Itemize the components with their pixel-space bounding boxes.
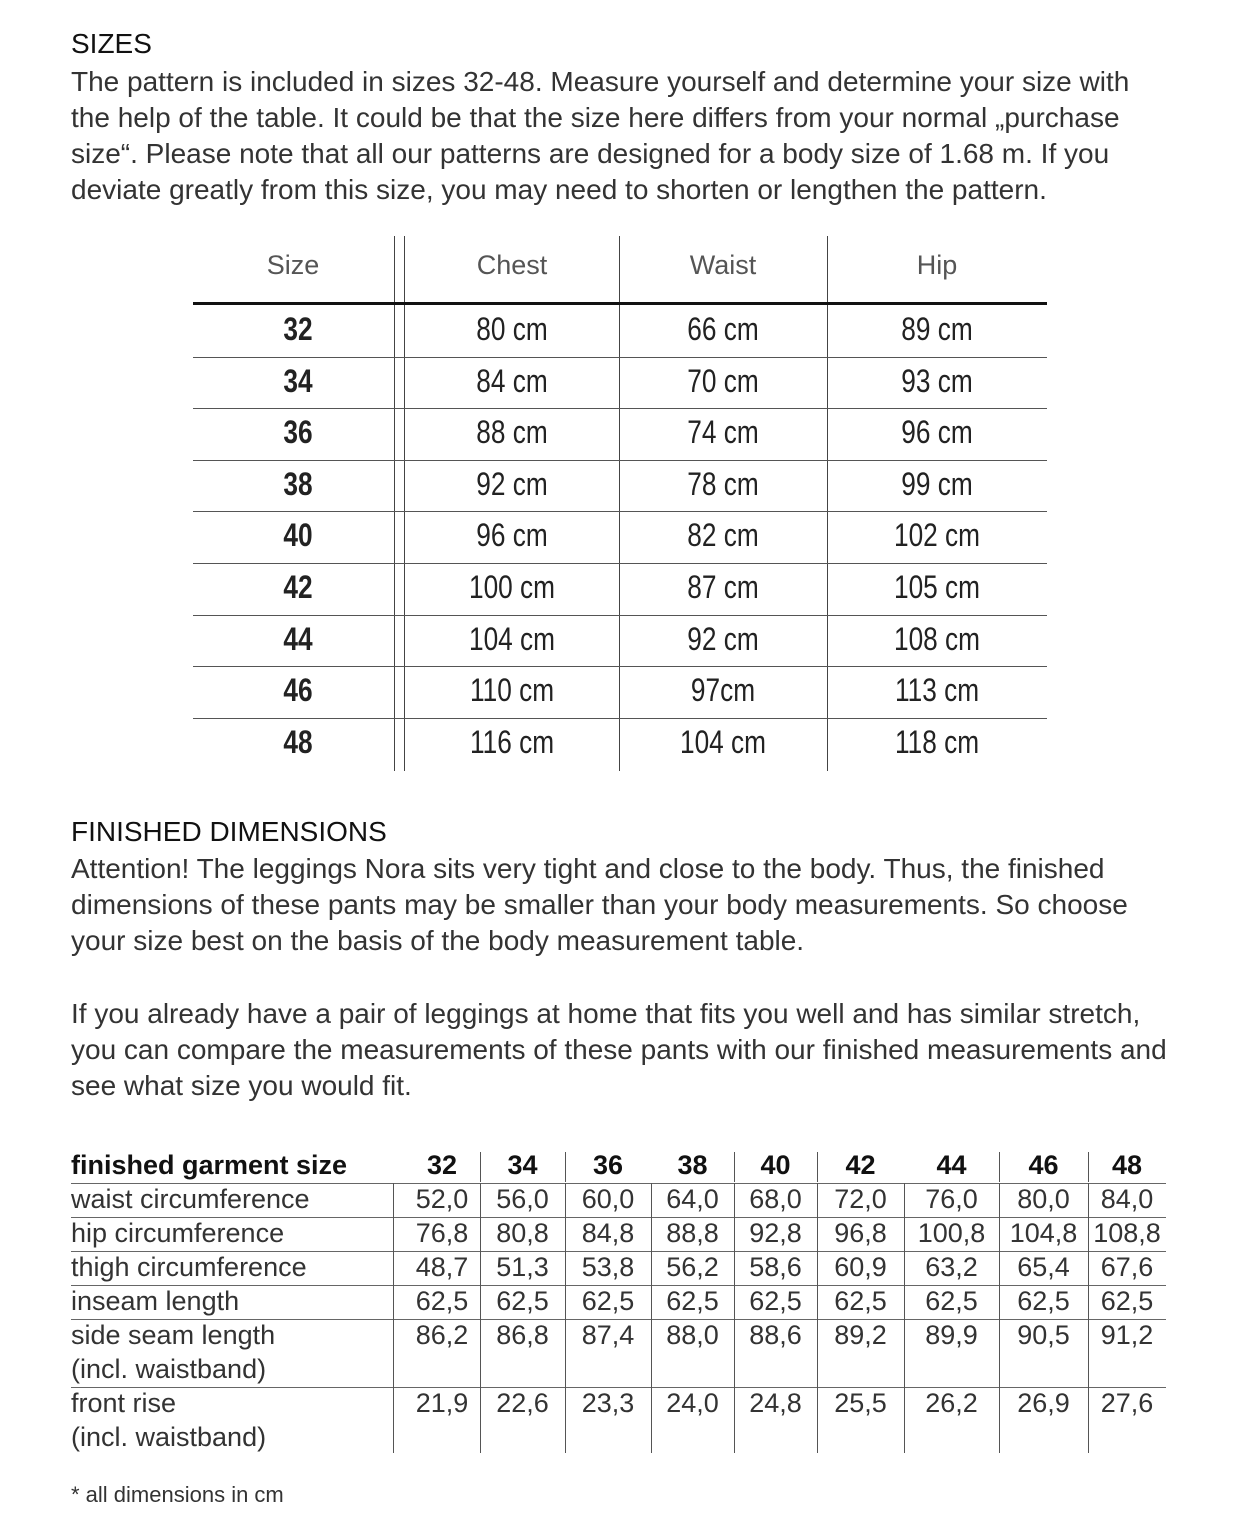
column-header-hip: Hip	[916, 250, 958, 280]
measurement-cell: 93 cm	[901, 363, 973, 399]
dimension-value: 86,8	[496, 1320, 549, 1350]
dimension-value: 56,2	[666, 1252, 719, 1282]
dimensions-note: * all dimensions in cm	[71, 1482, 284, 1507]
measurement-cell: 102 cm	[893, 517, 981, 553]
dimension-value: 90,5	[1017, 1320, 1070, 1350]
dimension-value: 104,8	[1009, 1218, 1078, 1248]
size-header-40: 40	[760, 1150, 791, 1180]
dimension-value: 72,0	[834, 1184, 887, 1214]
dimension-value: 51,3	[496, 1252, 549, 1282]
row-divider	[193, 666, 1047, 667]
column-header-size: Size	[266, 250, 320, 280]
size-cell: 34	[283, 363, 313, 399]
measurement-cell: 80 cm	[476, 311, 548, 347]
dimension-value: 62,5	[666, 1286, 719, 1316]
measurement-cell: 116 cm	[469, 724, 555, 760]
dimension-value: 88,6	[749, 1320, 802, 1350]
measurement-cell: 104 cm	[679, 724, 767, 760]
header-divider	[480, 1152, 481, 1182]
measurement-cell: 96 cm	[901, 414, 973, 450]
dimension-value: 62,5	[749, 1286, 802, 1316]
dimension-value: 24,0	[666, 1388, 719, 1418]
header-label: finished garment size	[71, 1150, 348, 1180]
dimension-value: 62,5	[1017, 1286, 1070, 1316]
dimension-value: 62,5	[415, 1286, 469, 1316]
measurement-cell: 118 cm	[894, 724, 980, 760]
dimension-value: 48,7	[415, 1252, 469, 1282]
column-divider	[619, 236, 620, 771]
column-divider	[404, 236, 405, 771]
dimension-value: 62,5	[496, 1286, 549, 1316]
dimension-value: 84,8	[581, 1218, 635, 1248]
dimension-value: 62,5	[834, 1286, 887, 1316]
dimension-value: 21,9	[415, 1388, 469, 1418]
measurement-cell: 92 cm	[476, 466, 548, 502]
dimension-value: 87,4	[581, 1320, 635, 1350]
dimension-value: 27,6	[1100, 1388, 1154, 1418]
size-header-44: 44	[936, 1150, 967, 1180]
dimension-value: 52,0	[415, 1184, 469, 1214]
measurement-cell: 104 cm	[468, 621, 556, 657]
size-cell: 40	[283, 517, 313, 553]
dimension-value: 76,8	[415, 1218, 469, 1248]
row-divider	[193, 408, 1047, 409]
measurement-cell: 105 cm	[893, 569, 981, 605]
measurement-cell: 108 cm	[893, 621, 981, 657]
row-label: front rise	[71, 1388, 177, 1418]
dimension-value: 53,8	[581, 1252, 635, 1282]
dimension-value: 23,3	[581, 1388, 635, 1418]
sizes-heading: SIZES	[71, 28, 152, 59]
dimension-value: 80,0	[1017, 1184, 1070, 1214]
dimension-value: 89,9	[925, 1320, 978, 1350]
size-cell: 44	[283, 621, 313, 657]
measurement-cell: 100 cm	[468, 569, 556, 605]
dimension-value: 62,5	[581, 1286, 635, 1316]
size-header-36: 36	[592, 1150, 624, 1180]
column-header-waist: Waist	[689, 250, 757, 280]
row-label: inseam length	[71, 1286, 240, 1316]
finished-paragraph-1	[71, 851, 1171, 959]
dimension-value: 65,4	[1017, 1252, 1070, 1282]
column-divider	[827, 236, 828, 771]
row-label: (incl. waistband)	[71, 1354, 267, 1384]
dimension-value: 64,0	[666, 1184, 719, 1214]
measurement-cell: 78 cm	[687, 466, 759, 502]
header-divider	[565, 1152, 566, 1182]
size-header-38: 38	[677, 1150, 708, 1180]
dimension-value: 92,8	[749, 1218, 802, 1248]
measurement-cell: 88 cm	[476, 414, 548, 450]
dimension-value: 88,8	[666, 1218, 719, 1248]
measurement-cell: 84 cm	[476, 363, 548, 399]
dimension-value: 86,2	[415, 1320, 469, 1350]
measurement-cell: 74 cm	[687, 414, 759, 450]
size-cell: 48	[283, 724, 313, 760]
size-cell: 32	[283, 311, 313, 347]
finished-heading: FINISHED DIMENSIONS	[71, 816, 387, 847]
row-divider	[193, 460, 1047, 461]
finished-paragraph-2	[71, 996, 1171, 1104]
measurement-cell: 82 cm	[687, 517, 759, 553]
measurement-cell: 89 cm	[901, 311, 973, 347]
dimension-value: 80,8	[496, 1218, 549, 1248]
dimension-value: 26,9	[1017, 1388, 1070, 1418]
size-cell: 36	[283, 414, 313, 450]
dimension-value: 91,2	[1100, 1320, 1154, 1350]
header-divider	[817, 1152, 818, 1182]
dimension-value: 58,6	[749, 1252, 802, 1282]
dimension-value: 63,2	[925, 1252, 978, 1282]
dimension-value: 76,0	[925, 1184, 978, 1214]
header-divider	[999, 1152, 1000, 1182]
dimension-value: 108,8	[1093, 1218, 1161, 1248]
column-divider	[394, 236, 395, 771]
size-header-34: 34	[507, 1150, 538, 1180]
dimension-value: 67,6	[1100, 1252, 1154, 1282]
dimension-value: 24,8	[749, 1388, 802, 1418]
dimension-value: 62,5	[925, 1286, 978, 1316]
sizes-intro-text: The pattern is included in sizes 32-48. Measure yourself and determine your size with the help of the table. It could be that the size here differs from your normal „purchase size“. Please note that all our patterns are designed for a body size of 1.68 m. If you deviate greatly from this size, you may need to shorten or lengthen the pattern.	[71, 66, 1130, 205]
measurement-cell: 66 cm	[687, 311, 759, 347]
dimension-value: 88,0	[666, 1320, 719, 1350]
finished-paragraph-1-text: Attention! The leggings Nora sits very tight and close to the body. Thus, the finished dimensions of these pants may be smaller than your body measurements. So choose your size best on the basis of the body measurement table.	[71, 853, 1128, 956]
dimension-value: 22,6	[496, 1388, 549, 1418]
measurement-cell: 97cm	[690, 672, 756, 708]
dimension-value: 60,0	[581, 1184, 635, 1214]
row-label: waist circumference	[71, 1184, 310, 1214]
column-header-chest: Chest	[476, 250, 548, 280]
sizes-intro	[71, 64, 1171, 208]
row-label: (incl. waistband)	[71, 1422, 267, 1452]
measurement-cell: 99 cm	[901, 466, 973, 502]
measurement-cell: 87 cm	[687, 569, 759, 605]
dimension-value: 60,9	[834, 1252, 887, 1282]
dimension-value: 84,0	[1100, 1184, 1154, 1214]
measurement-cell: 70 cm	[687, 363, 759, 399]
dimension-value: 25,5	[834, 1388, 887, 1418]
size-header-46: 46	[1028, 1150, 1059, 1180]
row-divider	[193, 357, 1047, 358]
row-divider	[193, 615, 1047, 616]
row-label: hip circumference	[71, 1218, 285, 1248]
row-divider	[193, 511, 1047, 512]
measurement-cell: 110 cm	[469, 672, 555, 708]
measurement-cell: 96 cm	[476, 517, 548, 553]
size-cell: 38	[283, 466, 313, 502]
row-divider	[193, 563, 1047, 564]
dimension-value: 62,5	[1100, 1286, 1154, 1316]
dimension-value: 68,0	[749, 1184, 802, 1214]
header-rule	[193, 302, 1047, 305]
size-header-42: 42	[845, 1150, 876, 1180]
dimension-value: 26,2	[925, 1388, 978, 1418]
header-divider	[734, 1152, 735, 1182]
row-label: side seam length	[71, 1320, 276, 1350]
dimension-value: 100,8	[917, 1218, 986, 1248]
size-cell: 46	[283, 672, 313, 708]
dimension-value: 96,8	[834, 1218, 887, 1248]
row-label: thigh circumference	[71, 1252, 307, 1282]
body-measurement-table	[193, 236, 1047, 771]
dimension-value: 89,2	[834, 1320, 887, 1350]
dimension-value: 56,0	[496, 1184, 549, 1214]
header-divider	[1088, 1152, 1089, 1182]
measurement-cell: 113 cm	[894, 672, 980, 708]
row-divider	[193, 718, 1047, 719]
size-cell: 42	[283, 569, 313, 605]
size-header-32: 32	[426, 1150, 458, 1180]
column-divider	[393, 1183, 394, 1453]
measurement-cell: 92 cm	[687, 621, 759, 657]
size-header-48: 48	[1111, 1150, 1143, 1180]
finished-paragraph-2-text: If you already have a pair of leggings at home that fits you well and has similar stretch, you can compare the measurements of these pants with our finished measurements and see what size you would fit.	[71, 998, 1167, 1101]
